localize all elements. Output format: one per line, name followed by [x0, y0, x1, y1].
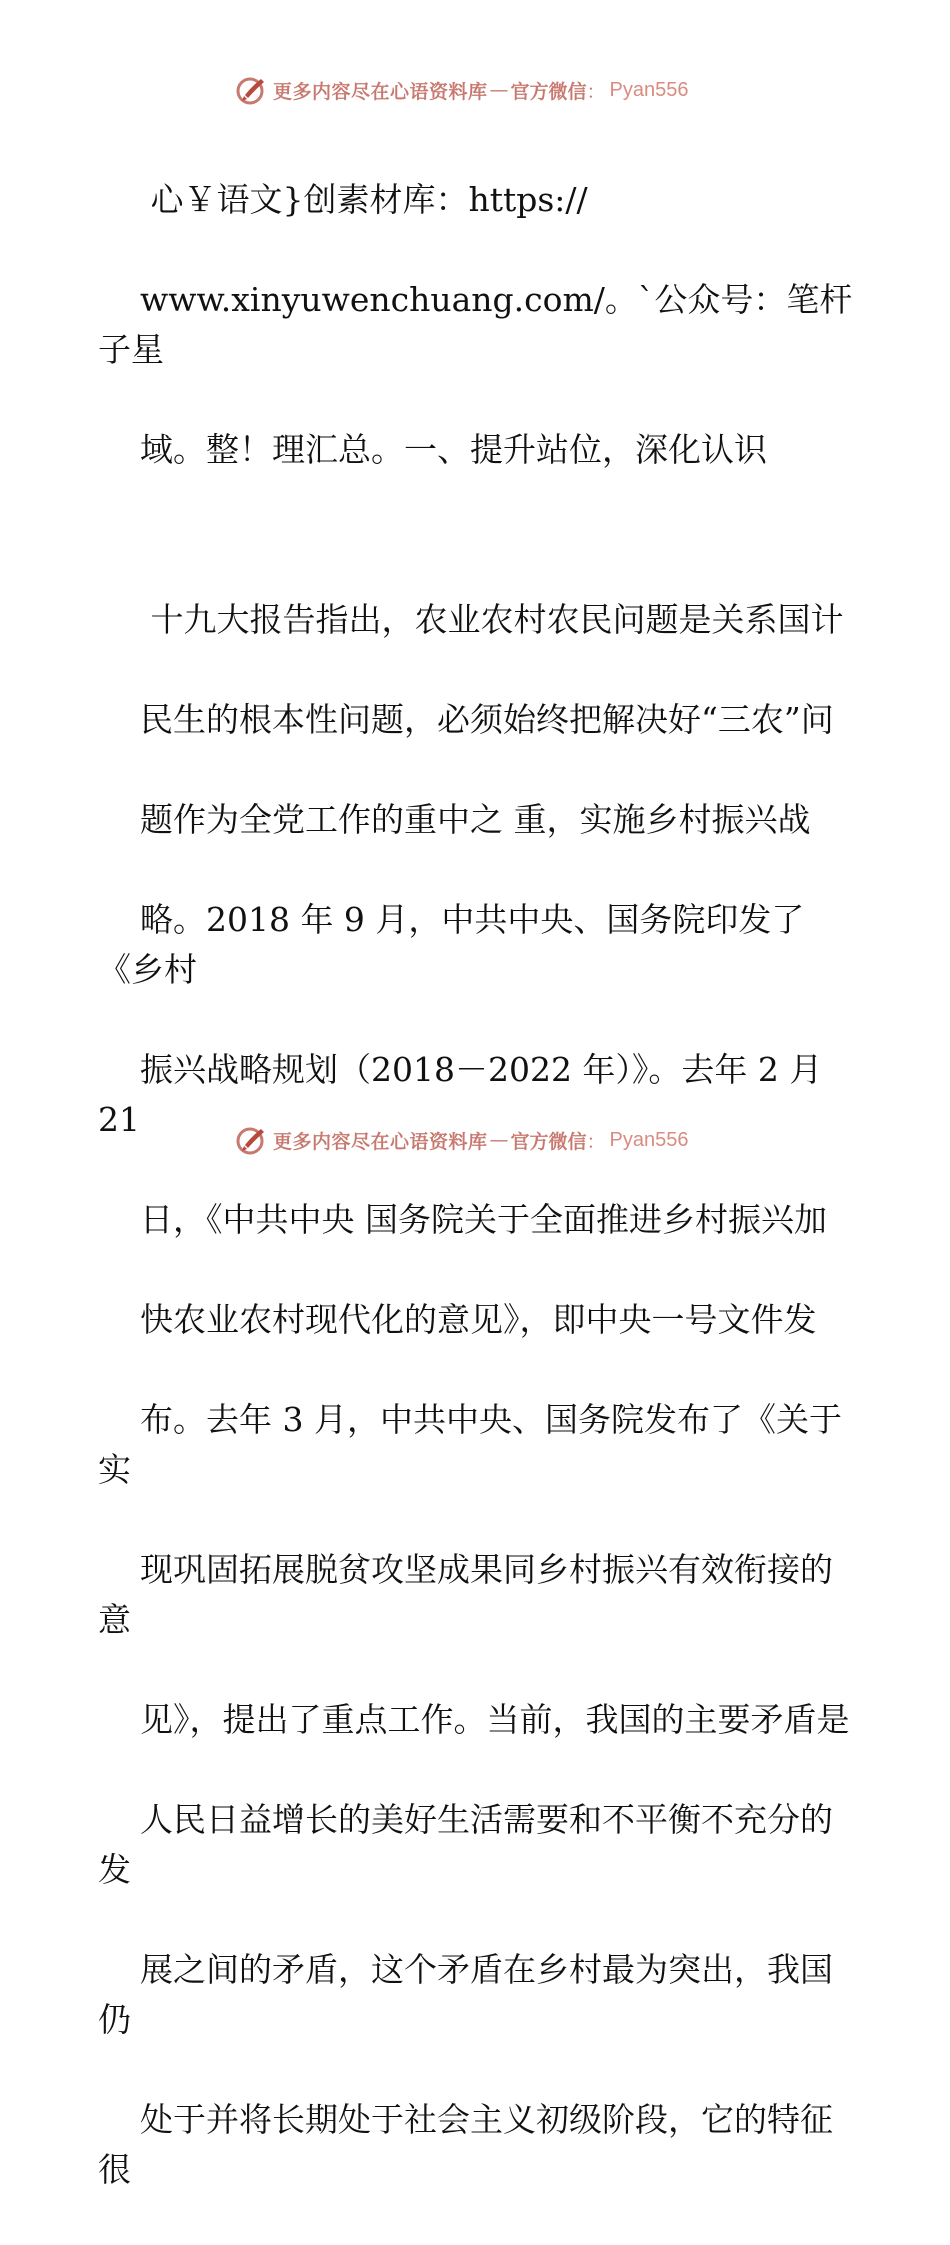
banner-colon: ： — [586, 80, 606, 103]
body-paragraph — [98, 545, 858, 2245]
text-line: 人民日益增长的美好生活需要和不平衡不充分的发 — [98, 1800, 833, 1889]
text-line: 展之间的矛盾，这个矛盾在乡村最为突出，我国仍 — [98, 1950, 833, 2039]
text-line: 处于并将长期处于社会主义初级阶段，它的特征很 — [98, 2100, 833, 2189]
intro-paragraph — [98, 125, 858, 525]
text-line: www.xinyuwenchuang.com/。`公众号：笔杆子星 — [98, 280, 853, 369]
text-line: 布。去年 3 月，中共中央、国务院发布了《关于实 — [98, 1400, 842, 1489]
header-watermark-banner — [235, 72, 715, 108]
text-line: 快农业农村现代化的意见》，即中央一号文件发 — [139, 1300, 817, 1339]
text-line: 现巩固拓展脱贫攻坚成果同乡村振兴有效衔接的意 — [98, 1550, 833, 1639]
text-line: 略。2018 年 9 月，中共中央、国务院印发了《乡村 — [98, 900, 805, 989]
document-body — [98, 125, 858, 2245]
text-line: 见》，提出了重点工作。当前，我国的主要矛盾是 — [139, 1700, 850, 1739]
banner-wechat-id: Pyan556 — [609, 1128, 689, 1151]
banner-main-text: 更多内容尽在心语资料库 — [273, 80, 488, 103]
banner-separator: — — [489, 1129, 509, 1151]
text-line: 心￥语文}创素材库：https:// — [139, 180, 588, 219]
footer-watermark-banner — [235, 1122, 715, 1158]
banner-main-text: 更多内容尽在心语资料库 — [273, 1130, 488, 1153]
text-line: 民生的根本性问题，必须始终把解决好“三农”问 — [139, 700, 834, 739]
banner-wechat-id: Pyan556 — [609, 78, 689, 101]
text-line: 题作为全党工作的重中之 重，实施乡村振兴战 — [139, 800, 811, 839]
banner-separator: — — [489, 79, 509, 101]
text-line: 日，《中共中央 国务院关于全面推进乡村振兴加 — [139, 1200, 827, 1239]
text-line: 振兴战略规划（2018－2022 年）》。去年 2 月 21 — [98, 1050, 833, 1139]
banner-colon: ： — [586, 1130, 606, 1153]
text-line: 十九大报告指出，农业农村农民问题是关系国计 — [139, 600, 844, 639]
brush-logo-icon — [235, 1123, 269, 1157]
banner-wechat-label: 官方微信 — [510, 80, 587, 103]
banner-wechat-label: 官方微信 — [510, 1130, 587, 1153]
brush-logo-icon — [235, 73, 269, 107]
text-line: 域。整！理汇总。一、提升站位，深化认识 — [139, 430, 767, 469]
